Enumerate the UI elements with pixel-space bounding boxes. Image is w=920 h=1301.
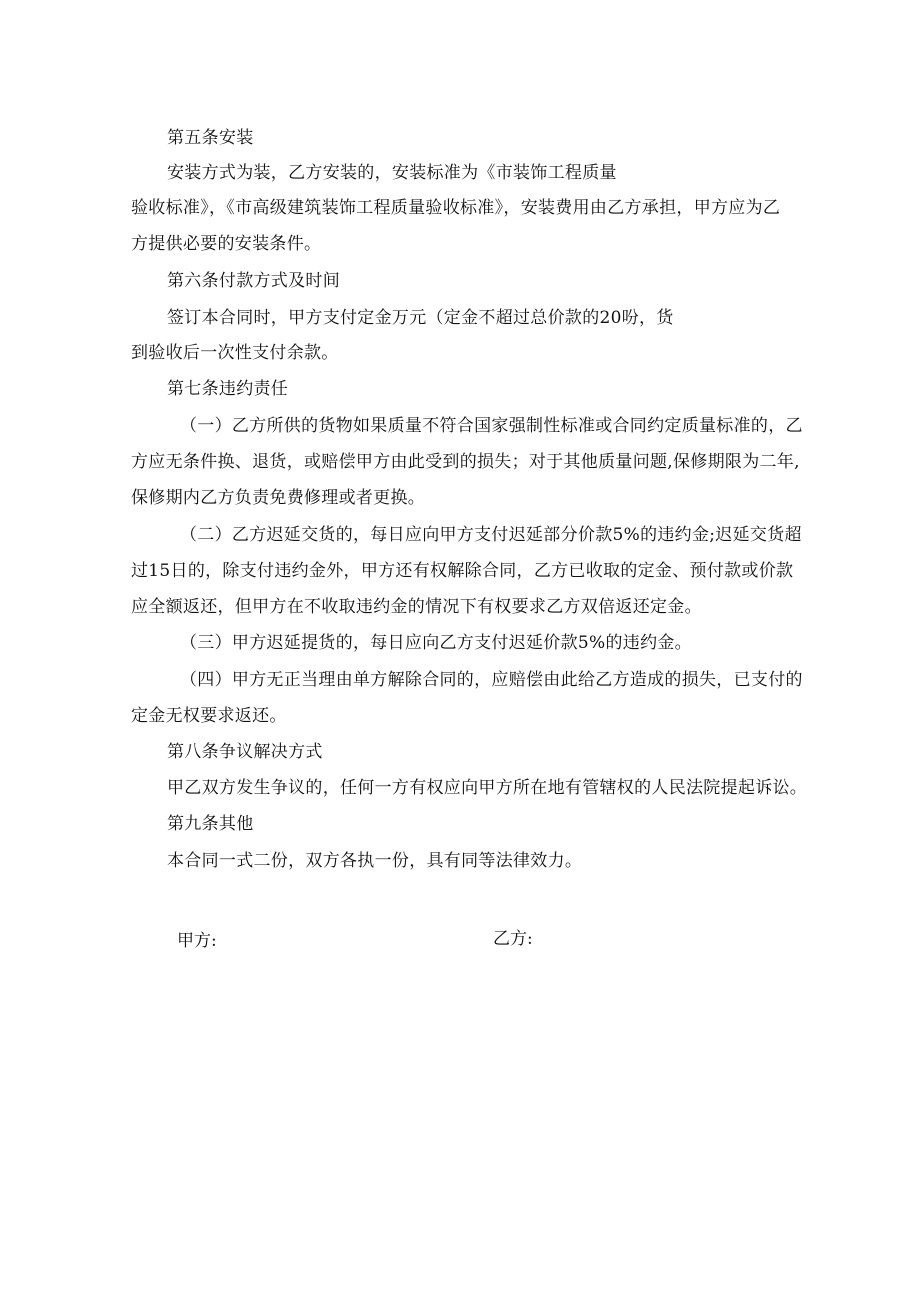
article5-heading: 第五条安装 <box>167 128 254 148</box>
article7-clause3-line-1: （三）甲方迟延提货的，每日应向乙方支付迟延价款5%的违约金。 <box>180 633 692 653</box>
article5-line-3: 方提供必要的安装条件。 <box>131 234 322 254</box>
article5-line-1: 安装方式为装，乙方安装的，安装标准为《市装饰工程质量 <box>167 163 617 183</box>
article6-line-2: 到验收后一次性支付余款。 <box>131 343 339 363</box>
article8-heading: 第八条争议解决方式 <box>167 742 323 762</box>
article7-clause2-line-3: 应全额返还，但甲方在不收取违约金的情况下有权要求乙方双倍返还定金。 <box>131 597 702 617</box>
article7-clause1-line-1: （一）乙方所供的货物如果质量不符合国家强制性标准或合同约定质量标准的，乙 <box>180 416 803 436</box>
party-a-signature-label: 甲方: <box>177 931 217 951</box>
article7-clause2-line-2: 过15日的，除支付违约金外，甲方还有权解除合同，乙方已收取的定金、预付款或价款 <box>131 561 794 581</box>
article9-line-1: 本合同一式二份，双方各执一份，具有同等法律效力。 <box>167 851 583 871</box>
article9-heading: 第九条其他 <box>167 814 254 834</box>
article5-line-2: 验收标准》，《市高级建筑装饰工程质量验收标准》，安装费用由乙方承担，甲方应为乙 <box>131 198 781 218</box>
article6-line-1: 签订本合同时，甲方支付定金万元（定金不超过总价款的20吩，货 <box>167 308 674 328</box>
article7-clause2-line-1: （二）乙方迟延交货的，每日应向甲方支付迟延部分价款5%的违约金;迟延交货超 <box>180 525 802 545</box>
article7-clause1-line-2: 方应无条件换、退货，或赔偿甲方由此受到的损失；对于其他质量问题,保修期限为二年, <box>131 452 800 472</box>
article6-heading: 第六条付款方式及时间 <box>167 271 340 291</box>
article8-line-1: 甲乙双方发生争议的，任何一方有权应向甲方所在地有管辖权的人民法院提起诉讼。 <box>167 778 808 798</box>
article7-clause4-line-2: 定金无权要求返还。 <box>131 706 287 726</box>
party-b-signature-label: 乙方: <box>493 929 533 949</box>
article7-heading: 第七条违约责任 <box>167 379 289 399</box>
article7-clause4-line-1: （四）甲方无正当理由单方解除合同的，应赔偿由此给乙方造成的损失，已支付的 <box>180 670 803 690</box>
article7-clause1-line-3: 保修期内乙方负责免费修理或者更换。 <box>131 488 426 508</box>
